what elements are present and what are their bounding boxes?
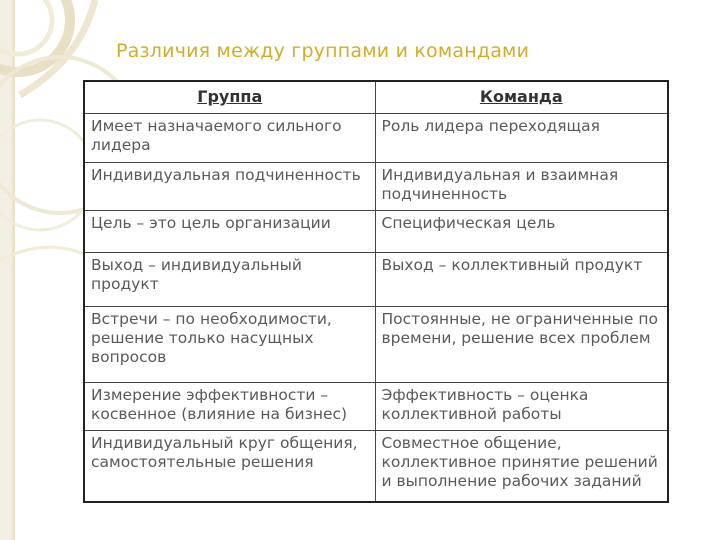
table-row: [84, 307, 668, 383]
comparison-table: [83, 80, 669, 503]
group-cell: Имеет назначаемого сильного лидера: [84, 114, 375, 163]
table-row: [84, 163, 668, 211]
team-cell: Специфическая цель: [375, 211, 668, 253]
group-cell: Встречи – по необходимости, решение только насущных вопросов: [84, 307, 375, 383]
table-row: [84, 211, 668, 253]
group-cell: Выход – индивидуальный продукт: [84, 253, 375, 307]
table-row: [84, 114, 668, 163]
team-cell: Роль лидера переходящая: [375, 114, 668, 163]
slide-title: Различия между группами и командами: [116, 40, 530, 62]
group-cell: Индивидуальная подчиненность: [84, 163, 375, 211]
table-row: [84, 431, 668, 503]
table-header-row: [84, 81, 668, 114]
team-cell: Эффективность – оценка коллективной работы: [375, 383, 668, 431]
table-row: [84, 253, 668, 307]
group-cell: Измерение эффективности – косвенное (влияние на бизнес): [84, 383, 375, 431]
group-cell: Цель – это цель организации: [84, 211, 375, 253]
team-cell: Постоянные, не ограниченные по времени, решение всех проблем: [375, 307, 668, 383]
table-row: [84, 383, 668, 431]
team-cell: Совместное общение, коллективное принятие решений и выполнение рабочих заданий: [375, 431, 668, 503]
header-group: Группа: [84, 81, 375, 114]
header-team: Команда: [375, 81, 668, 114]
team-cell: Выход – коллективный продукт: [375, 253, 668, 307]
group-cell: Индивидуальный круг общения, самостоятельные решения: [84, 431, 375, 503]
team-cell: Индивидуальная и взаимная подчиненность: [375, 163, 668, 211]
